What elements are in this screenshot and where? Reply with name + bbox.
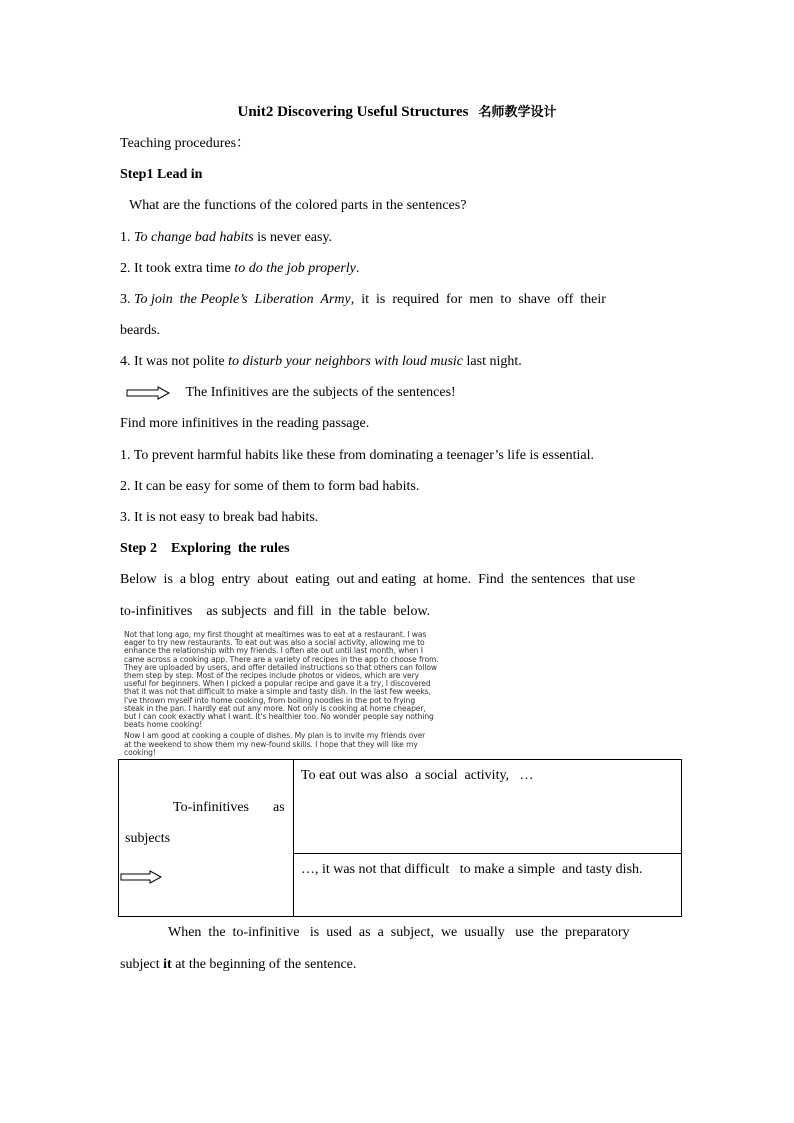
note-line2: subject it at the beginning of the sentence.	[120, 957, 357, 972]
table-label-part3: subjects	[125, 831, 171, 846]
right-arrow-icon	[120, 870, 162, 884]
table-label-part2: as	[273, 800, 285, 815]
passage-example-1: 1. To prevent harmful habits like these from dominating a teenager’s life is essential.	[120, 448, 594, 463]
sentence-3-continuation: beards.	[120, 323, 161, 338]
colored-part: To change bad habits	[134, 230, 254, 245]
sentence-4: 4. It was not polite to disturb your neighbors with loud music last night.	[120, 354, 522, 369]
step2-intro-line1: Below is a blog entry about eating out and eating at home. Find the sentences that use	[120, 572, 636, 587]
table-row-1: To eat out was also a social activity, …	[294, 760, 682, 854]
conclusion-line	[126, 384, 678, 402]
blog-entry-image: Not that long ago, my first thought at mealtimes was to eat at a restaurant. I was eager to try new restaurants. To eat out was also a social activity, allowing me to enhance the relationship with my friends. I often ate out until last month, when I came across a cooking app. There are a variety of recipes in the app to choose from. They are uploaded by users, and offer detailed instructions so that others can follow them step by step. Most of the recipes include photos or videos, which are very useful for beginners. When I picked a popular recipe and gave it a try, I discovered that it was not that difficult to make a simple and tasty dish. In the last few weeks, I've thrown myself into home cooking, from boiling noodles in the pot to frying steak in the pan. I hardly eat out any more. Not only is cooking at home cheaper, but I can cook exactly what I want. It's healthier too. No wonder people say nothing beats home cooking! Now I am good at cooking a couple of dishes. My plan is to invite my friends over at the weekend to show them my new-found skills. I hope that they will like my cooking!	[124, 630, 439, 757]
table-row-2: …, it was not that difficult to make a simple and tasty dish.	[294, 854, 682, 917]
step1-question: What are the functions of the colored parts in the sentences?	[129, 198, 467, 213]
step1-heading: Step1 Lead in	[120, 167, 203, 182]
find-more-label: Find more infinitives in the reading passage.	[120, 416, 370, 431]
colored-part: to disturb your neighbors with loud music	[228, 354, 464, 369]
passage-example-3: 3. It is not easy to break bad habits.	[120, 510, 319, 525]
step2-heading: Step 2 Exploring the rules	[120, 541, 290, 556]
page-title	[0, 103, 794, 122]
right-arrow-icon	[126, 386, 170, 400]
title-english: Unit2 Discovering Useful Structures	[237, 104, 469, 120]
infinitives-table	[118, 759, 682, 917]
step2-intro-line2: to-infinitives as subjects and fill in the table below.	[120, 604, 431, 619]
preparatory-subject-it: it	[163, 957, 172, 972]
table-label-cell	[119, 760, 294, 917]
teaching-procedures-label: Teaching procedures：	[120, 136, 251, 151]
sentence-3: 3. To join the People’s Liberation Army, it is required for men to shave off their	[120, 292, 606, 307]
passage-example-2: 2. It can be easy for some of them to form bad habits.	[120, 479, 420, 494]
sentence-1: 1. To change bad habits is never easy.	[120, 230, 333, 245]
note-line1: When the to-infinitive is used as a subject, we usually use the preparatory	[168, 925, 630, 940]
title-chinese: 名师教学设计	[478, 105, 557, 120]
colored-part: To join the People’s Liberation Army	[134, 292, 351, 307]
table-label-part1: To-infinitives	[173, 800, 250, 815]
conclusion-text: The Infinitives are the subjects of the sentences!	[185, 385, 456, 400]
sentence-2: 2. It took extra time to do the job properly.	[120, 261, 360, 276]
colored-part: to do the job properly	[234, 261, 356, 276]
